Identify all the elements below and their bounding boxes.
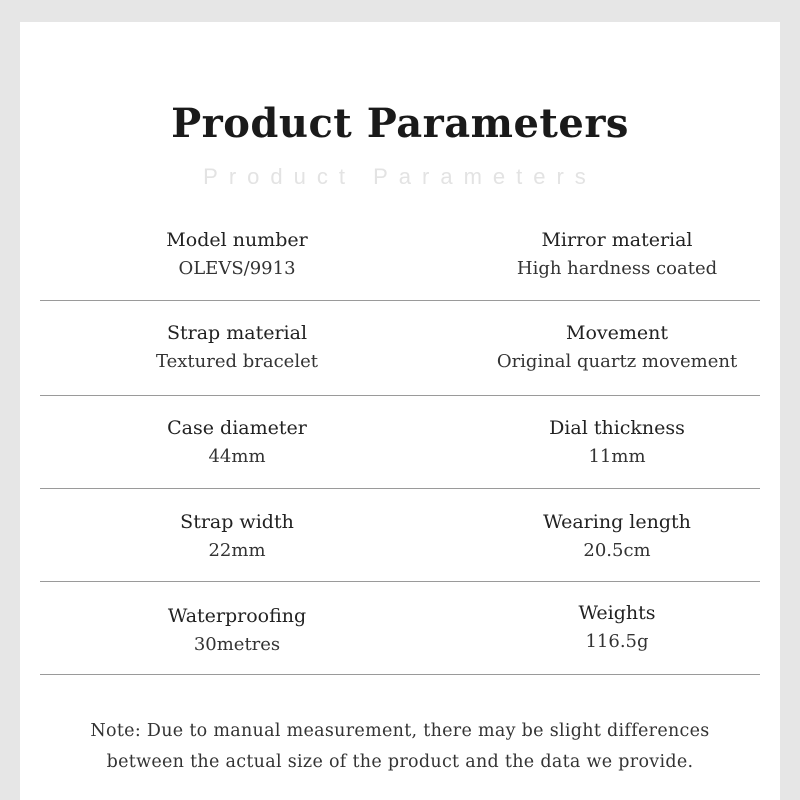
row-divider [40,300,760,301]
row-divider [40,488,760,489]
note-line: Note: Due to manual measurement, there may be slight differences [90,721,710,741]
note-line: between the actual size of the product and the data we provide. [106,752,694,772]
parameter-label: Dial thickness [549,417,685,439]
parameter-value: 11mm [588,446,646,467]
parameter-cell-dial-thickness [467,414,767,472]
row-divider [40,581,760,582]
parameter-cell-strap-width [87,508,387,566]
parameter-cell-weights [467,599,767,657]
parameter-cell-wearing-length [467,508,767,566]
row-divider [40,674,760,675]
parameter-value: Original quartz movement [496,351,738,372]
parameter-label: Movement [565,322,668,344]
parameter-label: Mirror material [541,229,693,251]
page-title: Product Parameters [171,100,629,147]
parameter-label: Model number [166,229,308,251]
parameter-cell-strap-material [87,319,387,377]
parameters-card [20,22,780,800]
parameter-value: High hardness coated [516,258,718,279]
parameter-label: Strap width [180,511,294,533]
parameter-cell-case-diameter [87,414,387,472]
parameter-value: 20.5cm [583,540,651,561]
measurement-note [20,716,780,778]
parameter-value: Textured bracelet [156,351,318,372]
parameter-value: 30metres [193,634,281,655]
parameter-value: 22mm [208,540,266,561]
parameter-value: 116.5g [585,631,649,652]
parameter-label: Strap material [166,322,308,344]
parameter-cell-waterproofing [87,602,387,660]
parameter-value: OLEVS/9913 [178,258,296,279]
row-divider [40,395,760,396]
parameter-label: Waterproofing [167,605,307,627]
parameter-cell-movement [467,319,767,377]
parameter-cell-model-number [87,226,387,284]
parameter-value: 44mm [208,446,266,467]
parameter-label: Weights [578,602,656,624]
parameter-cell-mirror-material [467,226,767,284]
page-subtitle-watermark: Product Parameters [203,164,597,189]
parameter-label: Case diameter [167,417,307,439]
parameter-label: Wearing length [543,511,691,533]
